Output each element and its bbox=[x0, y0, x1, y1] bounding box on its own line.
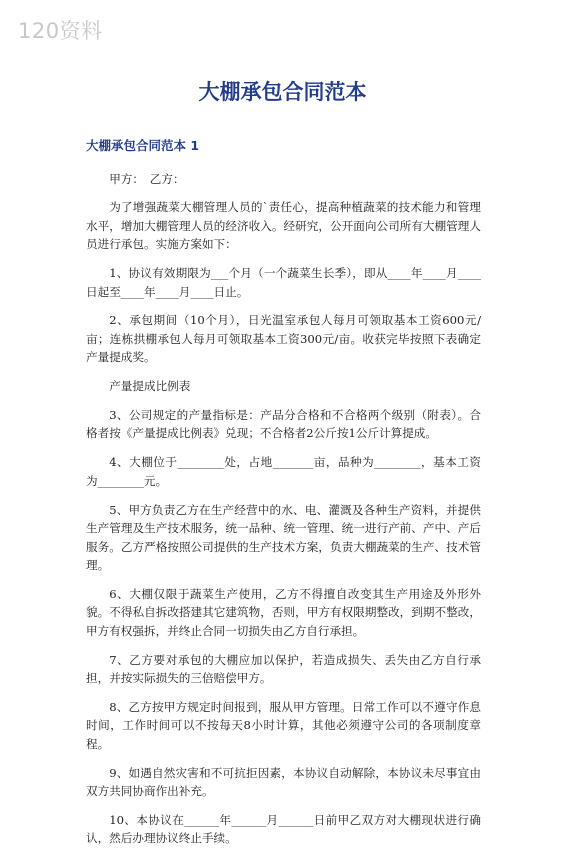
clause-3: 3、公司规定的产量指标是：产品分合格和不合格两个级别（附表）。合格者按《产量提成比例表》兑现；不合格者2公斤按1公斤计算提成。 bbox=[86, 408, 481, 441]
table-caption: 产量提成比例表 bbox=[109, 379, 191, 394]
clause-9: 9、如遇自然灾害和不可抗拒因素，本协议自动解除，本协议未尽事宜由双方共同协商作出补充。 bbox=[86, 765, 481, 798]
clause-4: 4、大棚位于________处，占地_______亩，品种为________，基本工资为________元。 bbox=[86, 455, 481, 488]
clause-7: 7、乙方要对承包的大棚应加以保护，若造成损失、丢失由乙方自行承担，并按实际损失的三倍赔偿甲方。 bbox=[86, 652, 481, 685]
clause-8: 8、乙方按甲方规定时间报到，服从甲方管理。日常工作可以不遵守作息时间，工作时间可以不按每天8小时计算，其他必须遵守公司的各项制度章程。 bbox=[86, 699, 481, 751]
section-title: 大棚承包合同范本 1 bbox=[86, 138, 200, 153]
intro-paragraph: 为了增强蔬菜大棚管理人员的`责任心，提高种植蔬菜的技术能力和管理水平，增加大棚管理人员的经济收入。经研究，公开面向公司所有大棚管理人员进行承包。实施方案如下： bbox=[86, 200, 481, 252]
clause-2: 2、承包期间（10个月），日光温室承包人每月可领取基本工资600元/亩；连栋拱棚承包人每月可领取基本工资300元/亩。收获完毕按照下表确定产量提成奖。 bbox=[86, 313, 481, 365]
clause-6: 6、大棚仅限于蔬菜生产使用，乙方不得擅自改变其生产用途及外形外貌。不得私自拆改搭建其它建筑物，否则，甲方有权限期整改，到期不整改，甲方有权强拆，并终止合同一切损失由乙方自行承担。 bbox=[86, 586, 481, 638]
clause-5: 5、甲方负责乙方在生产经营中的水、电、灌溉及各种生产资料，并提供生产管理及生产技术服务，统一品种、统一管理、统一进行产前、产中、产后服务。乙方严格按照公司提供的生产技术方案，负责大棚蔬菜的生产、技术管理。 bbox=[86, 502, 481, 572]
document-title: 大棚承包合同范本 bbox=[198, 80, 367, 104]
clause-1: 1、协议有效期限为___个月（一个蔬菜生长季），即从____年____月____日起至____年____月____日止。 bbox=[86, 266, 481, 299]
party-line: 甲方： 乙方： bbox=[109, 172, 185, 186]
clause-10: 10、本协议在______年______月______日前甲乙双方对大棚现状进行确认，然后办理协议终止手续。 bbox=[86, 812, 481, 846]
contract-body bbox=[86, 170, 481, 858]
watermark: 120资料 bbox=[18, 19, 103, 43]
